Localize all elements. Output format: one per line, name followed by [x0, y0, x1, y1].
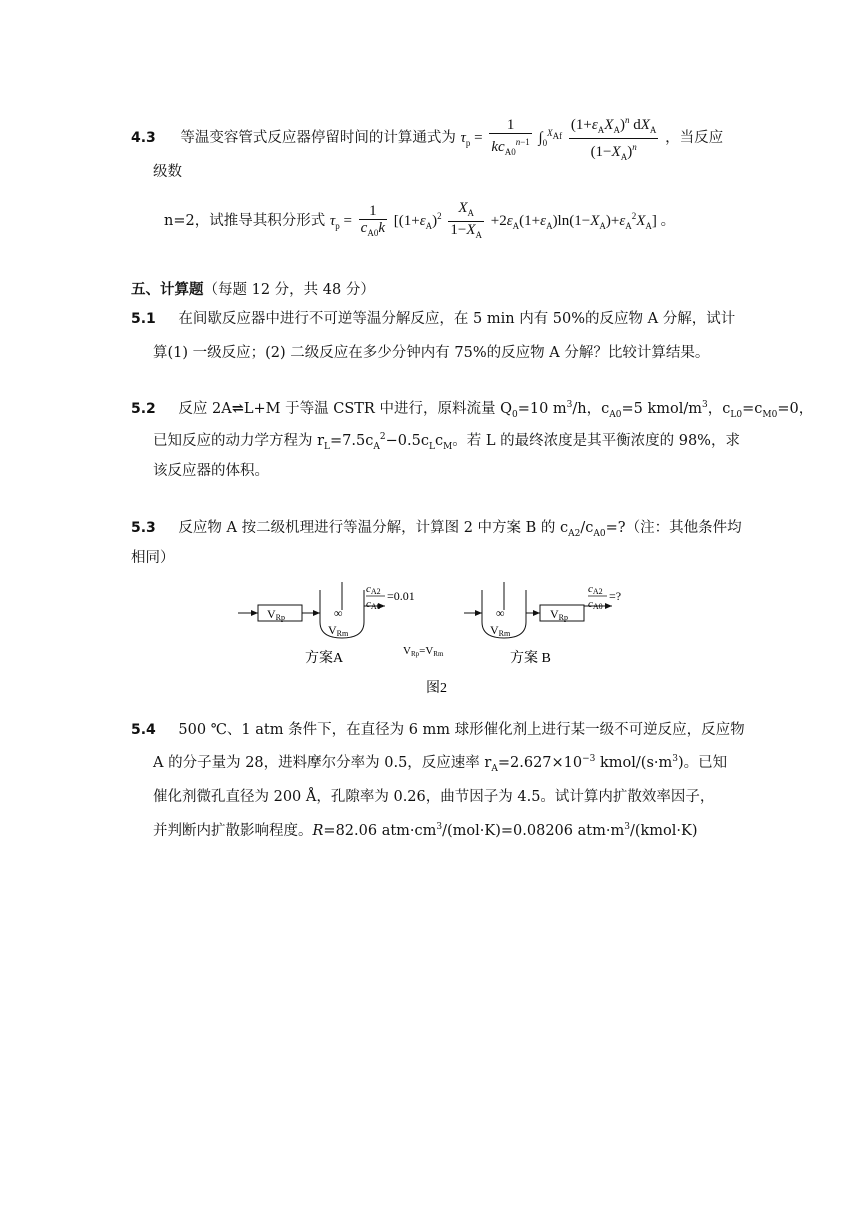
ratio-a-den: cA0 [366, 598, 381, 611]
ratio-a-value: =0.01 [387, 589, 415, 603]
ratio-b-den: cA0 [588, 598, 603, 611]
vrp-label-b: VRp [550, 607, 569, 622]
question-5-1-line2: 算(1) 一级反应；(2) 二级反应在多少分钟内有 75%的反应物 A 分解？比较计算结果。 [153, 345, 710, 361]
scheme-b-label: 方案 B [510, 651, 551, 666]
question-number: 4.3 [131, 129, 156, 146]
stirrer-icon: ∞ [496, 606, 505, 620]
question-5-4-line2: A 的分子量为 28，进料摩尔分率为 0.5，反应速率 $r_A=2.627\times 10^{-3}$ kmol/$(s\cdot m^3)$。已知 [153, 754, 728, 774]
vrm-label-b: VRm [490, 623, 511, 638]
question-4-3-line3: n=2，试推导其积分形式 $\tau_p$ = $\frac{1}{c_{A0}k}$ [$(1+\varepsilon_A)^2$ $\frac{X_A}{1-X_A}$ $+2\varepsilon_A(1+\varepsilon_A)\ln(1-X_A)+\varepsilon_A^2X_A$] 。 [164, 200, 676, 240]
stirrer-icon: ∞ [334, 606, 343, 620]
figure-2-reactor-schemes [220, 572, 660, 702]
integral-form-formula: $\tau_p$ = $\frac{1}{c_{A0}k}$ [$(1+\varepsilon_A)^2$ $\frac{X_A}{1-X_A}$ $+2\varepsilon_A(1+\varepsilon_A)\ln(1-X_A)+\varepsilon_A^2X_A$] [329, 200, 661, 240]
section-title: 五、计算题 [131, 282, 204, 298]
question-5-3-line1: 5.3 反应物 A 按二级机理进行等温分解，计算图 2 中方案 B 的 $c_{A2}/c_{A0}=$?（注：其他条件均 [131, 520, 742, 539]
equilibrium-arrow-icon: ⇌ [231, 400, 244, 417]
residence-time-formula: $\tau_p$ = $\frac{1}{kc_{A0}^{n-1}}$ $\int_0^{X_{Af}}$ $\frac{(1+\varepsilon_AX_A)^n dX_A}{(1-X_A)^n}$ [461, 130, 666, 146]
question-5-4-line1: 5.4 500 ℃、1 atm 条件下，在直径为 6 mm 球形催化剂上进行某一级不可逆反应，反应物 [131, 722, 745, 738]
figure-caption: 图2 [426, 681, 447, 696]
scheme-a-label: 方案A [305, 651, 344, 666]
section-note: （每题 12 分，共 48 分） [203, 282, 375, 298]
question-5-2-line3: 该反应器的体积。 [153, 463, 269, 479]
volume-equality: VRp=VRm [403, 645, 444, 658]
question-5-3-line2: 相同） [131, 550, 175, 566]
ratio-b-num: cA2 [588, 583, 603, 596]
ratio-a-num: cA2 [366, 583, 381, 596]
vrm-label-a: VRm [328, 623, 349, 638]
question-5-2-line1: 5.2 反应 2A⇌L+M 于等温 CSTR 中进行，原料流量 $Q_0=10$ $m^3/h$，$c_{A0}=5$ kmol/$m^3$，$c_{L0}=c_{M0}=0$， [131, 400, 814, 420]
vrp-label-a: VRp [267, 607, 286, 622]
question-4-3-line1: 4.3 等温变容管式反应器停留时间的计算通式为 $\tau_p$ = $\frac{1}{kc_{A0}^{n-1}}$ $\int_0^{X_{Af}}$ $\frac{(1+\varepsilon_AX_A)^n dX_A}{(1-X_A)^n}$ ，当反应 [131, 112, 723, 165]
question-5-4-line4: 并判断内扩散影响程度。R=82.06 $atm\cdot cm^3/(mol\cdot K)=0.08206$ $atm\cdot m^3/(kmol\cdot K)$ [153, 822, 698, 839]
question-5-1-line1: 5.1 在间歇反应器中进行不可逆等温分解反应，在 5 min 内有 50%的反应物 A 分解，试计 [131, 311, 736, 327]
section-5-heading [131, 278, 375, 299]
question-5-4-line3: 催化剂微孔直径为 200 Å，孔隙率为 0.26，曲节因子为 4.5。试计算内扩散效率因子， [153, 789, 715, 805]
question-5-2-line2: 已知反应的动力学方程为 $r_L=7.5c_A^2-0.5c_Lc_M$。若 L 的最终浓度是其平衡浓度的 98%，求 [153, 432, 740, 452]
question-4-3-line2: 级数 [153, 164, 182, 180]
ratio-b-value: =? [609, 589, 622, 603]
